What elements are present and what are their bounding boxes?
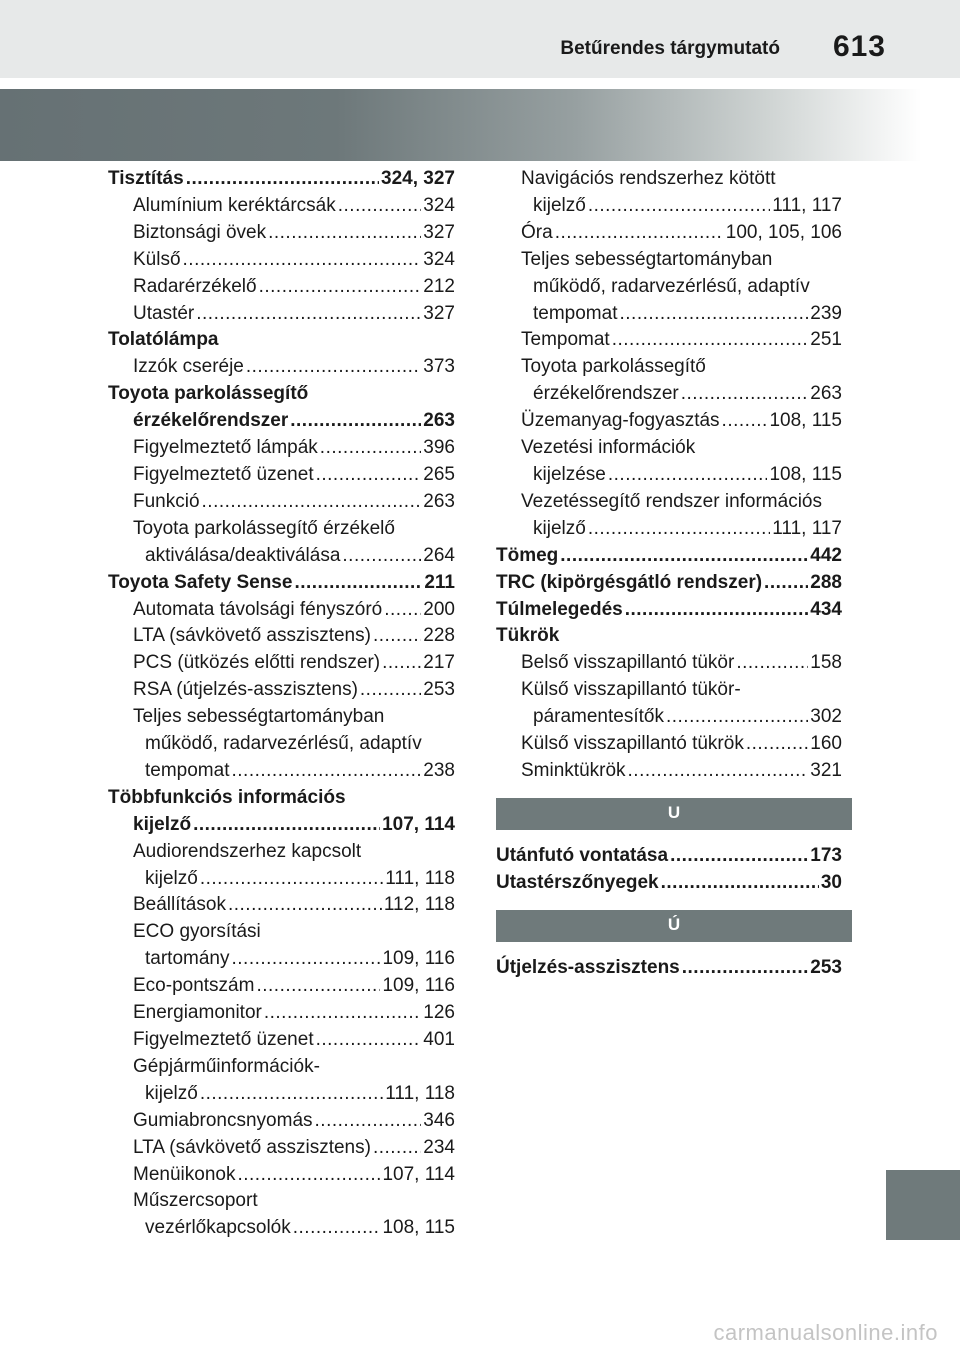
dot-leader — [186, 166, 379, 193]
entry-term: kijelző — [145, 1082, 198, 1104]
index-entry[interactable] — [108, 1000, 455, 1027]
entry-page-ref[interactable]: 100, 105, 106 — [725, 221, 842, 243]
entry-page-ref[interactable]: 109, 116 — [382, 975, 455, 997]
dot-leader — [360, 677, 421, 704]
dot-leader — [200, 866, 383, 893]
entry-term: Túlmelegedés — [496, 598, 623, 620]
entry-page-ref[interactable]: 111, 118 — [385, 867, 455, 889]
dot-leader — [202, 489, 422, 516]
index-entry[interactable] — [108, 301, 455, 328]
dot-leader — [560, 543, 808, 570]
dot-leader — [315, 1108, 422, 1135]
dot-leader — [746, 731, 808, 758]
index-heading-line: Navigációs rendszerhez kötött — [521, 168, 776, 189]
entry-term: Tempomat — [521, 329, 610, 351]
entry-page-ref[interactable]: 373 — [423, 356, 455, 378]
dot-leader — [670, 843, 808, 870]
dot-leader — [183, 247, 422, 274]
dot-leader — [316, 462, 422, 489]
entry-page-ref[interactable]: 239 — [810, 302, 842, 324]
entry-page-ref[interactable]: 126 — [423, 1002, 455, 1024]
entry-page-ref[interactable]: 160 — [810, 733, 842, 755]
entry-page-ref[interactable]: 211 — [424, 571, 455, 593]
page-number: 613 — [832, 30, 886, 63]
entry-term: LTA (sávkövető asszisztens) — [133, 625, 371, 647]
entry-page-ref[interactable]: 107, 114 — [382, 1163, 455, 1185]
entry-term: tempomat — [533, 302, 618, 324]
index-heading-line: Műszercsoport — [133, 1190, 258, 1212]
entry-term: Utánfutó vontatása — [496, 844, 669, 866]
spacer — [496, 785, 842, 798]
dot-leader — [259, 274, 422, 301]
index-heading-line: Többfunkciós információs — [108, 786, 346, 808]
entry-term: Üzemanyag-fogyasztás — [521, 410, 720, 432]
entry-page-ref[interactable]: 30 — [820, 871, 842, 893]
dot-leader — [316, 1027, 422, 1054]
chapter-tab[interactable] — [886, 1170, 960, 1240]
entry-page-ref[interactable]: 158 — [810, 652, 842, 674]
entry-term: Utastérszőnyegek — [496, 871, 659, 893]
entry-term: Menüikonok — [133, 1163, 236, 1185]
index-entry[interactable] — [108, 1027, 455, 1054]
entry-page-ref[interactable]: 327 — [423, 221, 455, 243]
dot-leader — [373, 1135, 421, 1162]
entry-term: kijelző — [533, 194, 586, 216]
index-entry[interactable] — [496, 570, 842, 597]
index-heading-line: Vezetési információk — [521, 437, 696, 459]
entry-page-ref[interactable]: 217 — [423, 652, 455, 674]
entry-page-ref[interactable]: 263 — [810, 383, 842, 405]
entry-page-ref[interactable]: 251 — [810, 329, 842, 351]
entry-page-ref[interactable]: 324, 327 — [381, 168, 455, 189]
entry-term: TRC (kipörgésgátló rendszer) — [496, 571, 763, 593]
index-entry[interactable] — [108, 812, 455, 839]
watermark: carmanualsonline.info — [713, 1320, 938, 1345]
entry-page-ref[interactable]: 108, 115 — [769, 410, 842, 432]
entry-page-ref[interactable]: 253 — [810, 956, 842, 978]
index-entry[interactable] — [108, 892, 455, 919]
index-heading-line: Toyota parkolássegítő — [108, 383, 309, 405]
entry-page-ref[interactable]: 200 — [423, 598, 455, 620]
dot-leader — [588, 516, 770, 543]
index-entry[interactable] — [496, 758, 842, 785]
index-column-left — [108, 166, 455, 1242]
index-entry[interactable] — [108, 274, 455, 301]
index-entry[interactable] — [108, 354, 455, 381]
entry-page-ref[interactable]: 108, 115 — [382, 1217, 455, 1239]
index-entry[interactable] — [108, 597, 455, 624]
entry-page-ref[interactable]: 264 — [423, 544, 455, 566]
index-heading-line: ECO gyorsítási — [133, 921, 261, 943]
entry-page-ref[interactable]: 107, 114 — [382, 813, 455, 835]
entry-term: Sminktükrök — [521, 759, 626, 781]
entry-term: Gumiabroncsnyomás — [133, 1109, 313, 1131]
index-entry[interactable] — [108, 973, 455, 1000]
dot-leader — [384, 597, 421, 624]
dot-leader — [193, 812, 380, 839]
index-column-right — [496, 166, 842, 982]
dot-leader — [625, 597, 809, 624]
entry-term: Külső — [133, 248, 181, 270]
index-entry[interactable] — [496, 220, 842, 247]
entry-term: Energiamonitor — [133, 1002, 262, 1024]
entry-term: Útjelzés-asszisztens — [496, 956, 680, 978]
dot-leader — [338, 193, 422, 220]
index-entry[interactable] — [496, 843, 842, 870]
entry-page-ref[interactable]: 111, 118 — [385, 1082, 455, 1104]
index-heading-line: működő, radarvezérlésű, adaptív — [145, 733, 422, 755]
dot-leader — [342, 543, 421, 570]
index-heading-line: Vezetéssegítő rendszer információs — [521, 490, 822, 512]
entry-page-ref[interactable]: 253 — [423, 679, 455, 701]
dot-leader — [264, 1000, 421, 1027]
index-heading-line: Gépjárműinformációk- — [133, 1055, 320, 1077]
index-heading-line: Teljes sebességtartományban — [521, 248, 773, 270]
index-entry[interactable] — [108, 570, 455, 597]
entry-page-ref[interactable]: 108, 115 — [769, 463, 842, 485]
dot-leader — [237, 1162, 380, 1189]
dot-leader — [628, 758, 809, 785]
dot-leader — [256, 973, 380, 1000]
entry-term: érzékelőrendszer — [533, 383, 679, 405]
entry-page-ref[interactable]: 112, 118 — [383, 894, 455, 916]
dot-leader — [294, 570, 422, 597]
entry-page-ref[interactable]: 173 — [810, 844, 842, 866]
section-title: Betűrendes tárgymutató — [560, 38, 780, 59]
dot-leader — [612, 327, 809, 354]
dot-leader — [736, 650, 808, 677]
entry-term: Funkció — [133, 490, 200, 512]
entry-page-ref[interactable]: 238 — [423, 759, 455, 781]
dot-leader — [681, 381, 809, 408]
index-entry[interactable] — [108, 166, 455, 193]
entry-page-ref[interactable]: 234 — [423, 1136, 455, 1158]
index-heading-line: Toyota parkolássegítő — [521, 356, 706, 378]
entry-term: Figyelmeztető lámpák — [133, 437, 318, 459]
dot-leader — [764, 570, 808, 597]
entry-term: Tömeg — [496, 544, 559, 566]
index-entry[interactable] — [108, 543, 455, 570]
entry-term: Beállítások — [133, 894, 226, 916]
index-entry[interactable] — [108, 193, 455, 220]
dot-leader — [382, 650, 421, 677]
entry-page-ref[interactable]: 212 — [423, 275, 455, 297]
index-entry[interactable] — [496, 516, 842, 543]
entry-page-ref[interactable]: 109, 116 — [382, 948, 455, 970]
index-entry[interactable] — [496, 731, 842, 758]
entry-term: RSA (útjelzés-asszisztens) — [133, 679, 358, 701]
entry-term: tartomány — [145, 948, 230, 970]
dot-leader — [228, 892, 382, 919]
index-entry[interactable] — [108, 1081, 455, 1108]
entry-page-ref[interactable]: 265 — [423, 463, 455, 485]
entry-term: páramentesítők — [533, 706, 664, 728]
entry-page-ref[interactable]: 442 — [810, 544, 842, 566]
dot-leader — [231, 758, 421, 785]
entry-page-ref[interactable]: 111, 117 — [772, 517, 842, 539]
index-heading-line: Tolatólámpa — [108, 329, 219, 351]
entry-term: Automata távolsági fényszóró — [133, 598, 383, 620]
entry-term: Utastér — [133, 302, 195, 324]
dot-leader — [200, 1081, 383, 1108]
dot-leader — [722, 408, 768, 435]
entry-page-ref[interactable]: 396 — [423, 437, 455, 459]
entry-term: kijelző — [145, 867, 198, 889]
entry-page-ref[interactable]: 263 — [423, 490, 455, 512]
entry-term: kijelző — [133, 813, 192, 835]
entry-page-ref[interactable]: 324 — [423, 194, 455, 216]
index-entry[interactable] — [496, 704, 842, 731]
index-entry[interactable] — [496, 327, 842, 354]
index-entry[interactable] — [108, 408, 455, 435]
index-entry[interactable] — [108, 435, 455, 462]
entry-term: tempomat — [145, 759, 230, 781]
letter-heading: U — [496, 798, 852, 830]
dot-leader — [231, 946, 380, 973]
entry-term: kijelzése — [533, 463, 606, 485]
entry-page-ref[interactable]: 434 — [810, 598, 842, 620]
entry-page-ref[interactable]: 111, 117 — [772, 194, 842, 216]
entry-term: Figyelmeztető üzenet — [133, 1029, 314, 1050]
dot-leader — [661, 870, 819, 897]
index-entry[interactable] — [108, 758, 455, 785]
dot-leader — [320, 435, 422, 462]
dot-leader — [293, 1215, 381, 1242]
index-heading-line: működő, radarvezérlésű, adaptív — [533, 275, 810, 297]
index-entry[interactable] — [496, 408, 842, 435]
entry-term: LTA (sávkövető asszisztens) — [133, 1136, 371, 1158]
index-entry[interactable] — [496, 955, 842, 982]
index-entry[interactable] — [496, 381, 842, 408]
index-entry[interactable] — [108, 220, 455, 247]
dot-leader — [682, 955, 809, 982]
index-entry[interactable] — [496, 193, 842, 220]
entry-term: Alumínium keréktárcsák — [133, 194, 336, 216]
index-heading-line: Tükrök — [496, 625, 560, 647]
index-entry[interactable] — [108, 247, 455, 274]
dot-leader — [666, 704, 808, 731]
entry-term: Eco-pontszám — [133, 975, 255, 997]
dot-leader — [268, 220, 421, 247]
index-entry[interactable] — [108, 946, 455, 973]
entry-term: Biztonsági övek — [133, 221, 267, 243]
dot-leader — [608, 462, 768, 489]
dot-leader — [290, 408, 421, 435]
dot-leader — [373, 623, 421, 650]
index-entry[interactable] — [496, 301, 842, 328]
dot-leader — [555, 220, 724, 247]
entry-term: érzékelőrendszer — [133, 410, 289, 432]
index-entry[interactable] — [108, 489, 455, 516]
index-heading-line: Teljes sebességtartományban — [133, 706, 385, 728]
index-entry[interactable] — [108, 1162, 455, 1189]
index-entry[interactable] — [108, 462, 455, 489]
entry-term: vezérlőkapcsolók — [145, 1217, 291, 1239]
dot-leader — [619, 301, 808, 328]
entry-term: kijelző — [533, 517, 586, 539]
spacer — [496, 830, 842, 843]
dot-leader — [246, 354, 421, 381]
index-entry[interactable] — [108, 1215, 455, 1242]
entry-term: PCS (ütközés előtti rendszer) — [133, 652, 381, 674]
index-entry[interactable] — [108, 866, 455, 893]
entry-page-ref[interactable]: 401 — [423, 1029, 455, 1050]
header-banner — [0, 89, 960, 161]
index-entry[interactable] — [496, 650, 842, 677]
index-entry[interactable] — [108, 623, 455, 650]
entry-page-ref[interactable]: 228 — [423, 625, 455, 647]
index-entry[interactable] — [496, 597, 842, 624]
letter-heading: Ú — [496, 910, 852, 942]
entry-term: Izzók cseréje — [133, 356, 244, 378]
index-heading-line: Audiorendszerhez kapcsolt — [133, 840, 362, 862]
index-entry[interactable] — [496, 543, 842, 570]
entry-page-ref[interactable]: 324 — [423, 248, 455, 270]
entry-page-ref[interactable]: 346 — [423, 1109, 455, 1131]
index-heading-line: Toyota parkolássegítő érzékelő — [133, 517, 395, 539]
entry-term: Külső visszapillantó tükrök — [521, 733, 744, 755]
index-heading-line: Külső visszapillantó tükör- — [521, 679, 741, 701]
entry-page-ref[interactable]: 321 — [810, 759, 842, 781]
entry-page-ref[interactable]: 263 — [423, 410, 455, 432]
page-header — [0, 0, 960, 78]
index-entry[interactable] — [108, 650, 455, 677]
entry-term: Tisztítás — [108, 168, 184, 189]
entry-page-ref[interactable]: 327 — [423, 302, 455, 324]
index-entry[interactable] — [108, 677, 455, 704]
dot-leader — [588, 193, 770, 220]
index-entry[interactable] — [108, 1135, 455, 1162]
entry-page-ref[interactable]: 288 — [810, 571, 842, 593]
index-entry[interactable] — [108, 1108, 455, 1135]
entry-term: Belső visszapillantó tükör — [521, 652, 735, 674]
entry-term: Radarérzékelő — [133, 275, 257, 297]
spacer — [496, 897, 842, 910]
spacer — [496, 942, 842, 955]
entry-term: Figyelmeztető üzenet — [133, 463, 314, 485]
entry-term: Toyota Safety Sense — [108, 571, 293, 593]
dot-leader — [196, 301, 421, 328]
index-entry[interactable] — [496, 462, 842, 489]
entry-page-ref[interactable]: 302 — [810, 706, 842, 728]
index-entry[interactable] — [496, 870, 842, 897]
entry-term: Óra — [521, 221, 553, 243]
entry-term: aktiválása/deaktiválása — [145, 544, 341, 566]
